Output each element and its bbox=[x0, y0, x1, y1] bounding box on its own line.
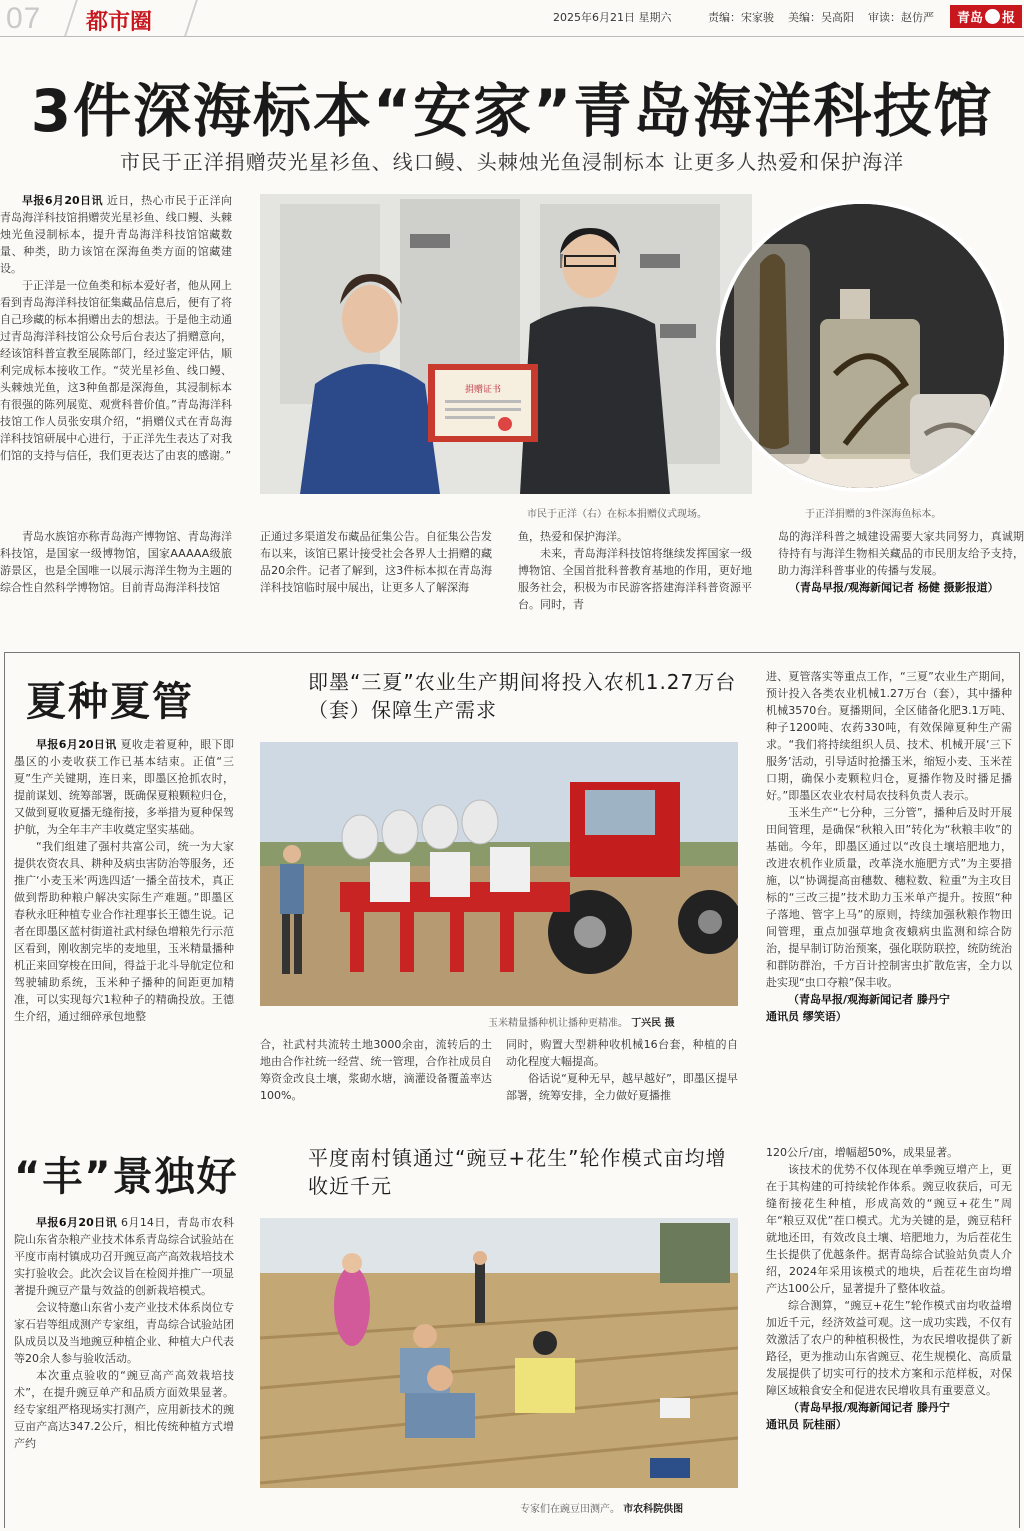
story1-paragraph: 青岛水族馆亦称青岛海产博物馆、青岛海洋科技馆，是国家一级博物馆，国家AAAAA级旅游景区，也是全国唯一以展示海洋生物为主题的综合性自然科学博物馆。目前青岛海洋科技馆 bbox=[0, 530, 232, 594]
caption-text: 专家们在豌豆田测产。 bbox=[520, 1504, 620, 1515]
story1-column-2 bbox=[260, 528, 492, 616]
story2-column-4 bbox=[766, 668, 1012, 1110]
story2-column-1 bbox=[14, 736, 234, 1110]
story2-column-2 bbox=[260, 1036, 492, 1110]
donation-ceremony-photo bbox=[260, 194, 752, 494]
header-divider bbox=[184, 0, 198, 36]
proofreader: 审读：赵仿严 bbox=[868, 11, 934, 24]
story3-credit-2: 通讯员 阮桂丽） bbox=[766, 1418, 847, 1431]
story2-headline: 即墨“三夏”农业生产期间将投入农机1.27万台（套）保障生产需求 bbox=[308, 670, 737, 722]
story1-column-4 bbox=[778, 528, 1024, 618]
header-rule bbox=[0, 36, 1024, 37]
designer: 美编：吴高阳 bbox=[788, 11, 854, 24]
pea-field-photo bbox=[260, 1218, 738, 1488]
planter-illustration bbox=[260, 742, 738, 1006]
story2-paragraph: 俗话说“夏种无早，越早越好”，即墨区提早部署，统筹安排，全力做好夏播推 bbox=[506, 1072, 738, 1102]
story2-paragraph: 合，社武村共流转土地3000余亩，流转后的土地由合作社统一经营、统一管理，合作社成员自筹资金改良土壤，浆砌水塘，滴灌设备覆盖率达100%。 bbox=[260, 1038, 492, 1102]
photo-credit: 丁兴民 摄 bbox=[631, 1018, 675, 1029]
story1-subheadline: 市民于正洋捐赠荧光星衫鱼、线口鳗、头棘烛光鱼浸制标本 让更多人热爱和保护海洋 bbox=[119, 150, 905, 174]
newspaper-logo bbox=[950, 5, 1022, 28]
story3-headline: 平度南村镇通过“豌豆+花生”轮作模式亩均增收近千元 bbox=[308, 1146, 727, 1198]
planting-photo-caption bbox=[488, 1014, 675, 1029]
caption-text: 玉米精量播种机让播种更精准。 bbox=[488, 1018, 628, 1029]
story3-paragraph: 该技术的优势不仅体现在单季豌豆增产上，更在于其构建的可持续轮作体系。豌豆收获后，可无缝衔接花生种植，形成高效的“豌豆+花生”周年“粮豆双优”茬口模式。尤为关键的是，豌豆秸秆就地还田，有效改良土壤、培肥地力，为后茬花生生长提供了优越条件。据青岛综合试验站负责人介绍，2024年采用该模式的地块，后茬花生亩均增产达100公斤，显著提升了整体收益。 bbox=[766, 1163, 1012, 1295]
story2-section-title: 夏种夏管 bbox=[26, 679, 194, 725]
story1-column-3 bbox=[518, 528, 752, 616]
story1-credit: （青岛早报/观海新闻记者 杨健 摄影报道） bbox=[789, 581, 999, 594]
section-name: 都市圈 bbox=[86, 10, 153, 35]
certificate-title: 捐赠证书 bbox=[464, 385, 502, 395]
page-number: 07 bbox=[6, 2, 42, 35]
story1-column-1-bottom bbox=[0, 528, 232, 616]
story3-paragraph: 120公斤/亩，增幅超50%，成果显著。 bbox=[766, 1146, 959, 1159]
story3-paragraph: 会议特邀山东省小麦产业技术体系岗位专家石岩等组成测产专家组，青岛综合试验站团队成员以及当地豌豆种植企业、种植大户代表等20余人参与验收活动。 bbox=[14, 1301, 234, 1365]
ceremony-illustration bbox=[260, 194, 752, 494]
story3-column-1 bbox=[14, 1214, 234, 1520]
field-illustration bbox=[260, 1218, 738, 1488]
story3-paragraph: 本次重点验收的“豌豆高产高效栽培技术”，在提升豌豆单产和品质方面效果显著。经专家组严格现场实打测产，应用新技术的豌豆亩产高达347.2公斤，相比传统种植方式增产约 bbox=[14, 1369, 234, 1450]
editor: 责编：宋家骏 bbox=[708, 11, 774, 24]
story3-column-2 bbox=[766, 1144, 1012, 1528]
story2-credit-2: 通讯员 缪笑语） bbox=[766, 1010, 847, 1023]
story1-paragraph: 未来，青岛海洋科技馆将继续发挥国家一级博物馆、全国首批科普教育基地的作用，更好地服务社会，积极为市民游客搭建海洋科普资源平台。同时，青 bbox=[518, 547, 752, 611]
story1-paragraph: 岛的海洋科普之城建设需要大家共同努力，真诚期待持有与海洋生物相关藏品的市民朋友给予支持，助力海洋科普事业的传播与发展。 bbox=[778, 530, 1024, 577]
field-photo-caption bbox=[520, 1500, 683, 1515]
planting-machine-photo bbox=[260, 742, 738, 1006]
dateline: 早报6月20日讯 bbox=[36, 1216, 118, 1229]
story3-section-title: “丰”景独好 bbox=[14, 1154, 239, 1200]
dateline: 早报6月20日讯 bbox=[36, 738, 117, 751]
story2-column-3 bbox=[506, 1036, 738, 1110]
story3-paragraph: 综合测算，“豌豆+花生”轮作模式亩均收益增加近千元，经济效益可观。这一成功实践，不仅有效激活了农户的种植积极性，为农民增收提供了新路径，更为推动山东省豌豆、花生规模化、高质量发展提供了切实可行的技术方案和示范样板，对保障区域粮食安全和促进农民增收具有重要意义。 bbox=[766, 1299, 1012, 1397]
story1-headline: 3件深海标本“安家”青岛海洋科技馆 bbox=[30, 77, 994, 145]
story2-paragraph: 同时，购置大型耕种收机械16台套，种植的自动化程度大幅提高。 bbox=[506, 1038, 738, 1068]
story1-paragraph: 近日，热心市民于正洋向青岛海洋科技馆捐赠荧光星衫鱼、线口鳗、头棘烛光鱼浸制标本，提升青岛海洋科技馆馆藏数量、种类，助力该馆在深海鱼类方面的馆藏建设。 bbox=[0, 194, 232, 275]
brand-name: 青岛 bbox=[956, 11, 983, 26]
header-divider bbox=[64, 0, 78, 36]
story2-paragraph: 玉米生产“七分种，三分管”，播种后及时开展田间管理，是确保“秋粮入田”转化为“秋粮丰收”的基础。今年，即墨区通过以“改良土壤培肥地力，改进农机作业质量，改革浇水施肥方式”为主要措施，以“协调提高亩穗数、穗粒数、粒重”为主攻目标的“三改三提”技术助力玉米单产提升。按照“种子落地、管字上马”的原则，持续加强秋粮作物田间管理，重点加强草地贪夜蛾病虫监测和综合防治，提早制订防治预案，强化联防联控，统防统治和群防群治，千方百计控制害虫扩散危害，全力以赴实现“虫口夺粮”保丰收。 bbox=[766, 806, 1012, 989]
story2-paragraph: 夏收走着夏种，眼下即墨区的小麦收获工作已基本结束。正值“三夏”生产关键期，连日来，即墨区抢抓农时，提前谋划、统筹部署，既确保夏粮颗粒归仓，又做到夏收夏播无缝衔接，多举措为夏种保驾护航，为全年丰产丰收奠定坚实基础。 bbox=[14, 738, 234, 836]
story3-credit: （青岛早报/观海新闻记者 滕丹宁 bbox=[788, 1401, 950, 1414]
story1-paragraph: 正通过多渠道发布藏品征集公告。自征集公告发布以来，该馆已累计接受社会各界人士捐赠的藏品20余件。记者了解到，这3件标本拟在青岛海洋科技馆临时展中展出，让更多人了解深海 bbox=[260, 530, 492, 594]
logo-mark-icon bbox=[985, 9, 1000, 24]
issue-date: 2025年6月21日 星期六 bbox=[553, 11, 672, 24]
specimen-jars-photo bbox=[716, 200, 1008, 492]
dateline: 早报6月20日讯 bbox=[22, 194, 103, 207]
photo-credit: 市农科院供图 bbox=[623, 1504, 684, 1515]
specimen-illustration bbox=[720, 204, 1008, 492]
story1-column-1 bbox=[0, 192, 232, 528]
specimen-photo-caption: 于正洋捐赠的3件深海鱼标本。 bbox=[805, 509, 942, 520]
story2-credit: （青岛早报/观海新闻记者 滕丹宁 bbox=[788, 993, 950, 1006]
story2-paragraph: “我们组建了强村共富公司，统一为大家提供农资农具、耕种及病虫害防治等服务，还推广‘小麦玉米’两选四适’一播全苗技术，真正做到帮助种粮户解决实际生产难题。”即墨区春秋永旺种植专业合作社理事长王德生说。记者在即墨区蓝村街道社武村绿色增粮先行示范区看到，刚收割完毕的麦地里，玉米精量播种机正来回穿梭在田间，得益于北斗导航定位和驾驶辅助系统，玉米种子播种的间距更加精准，可以实现每穴1粒种子的精确投放。王德生介绍，通过细碎承包地整 bbox=[14, 840, 234, 1023]
brand-suffix: 报 bbox=[1002, 11, 1016, 26]
story2-paragraph: 进、夏管落实等重点工作，“三夏”农业生产期间，预计投入各类农业机械1.27万台（套），其中播种机械3570台。夏播期间，全区储备化肥3.1万吨、种子1200吨、农药330吨，有效保障夏种生产需求。“我们将持续组织人员、技术、机械开展‘三下服务’活动，引导适时抢播玉米，缩短小麦、玉米茬口期，确保小麦颗粒归仓，夏播作物及时播足播好。”即墨区农业农村局农技科负责人表示。 bbox=[766, 670, 1012, 802]
story3-paragraph: 6月14日，青岛市农科院山东省杂粮产业技术体系青岛综合试验站在平度市南村镇成功召开豌豆高产高效栽培技术实打验收会。此次会议旨在检阅并推广一项显著提升豌豆产量与效益的创新栽培模式。 bbox=[14, 1216, 234, 1297]
ceremony-photo-caption: 市民于正洋（右）在标本捐赠仪式现场。 bbox=[527, 509, 707, 520]
story1-paragraph: 鱼，热爱和保护海洋。 bbox=[518, 530, 628, 543]
story1-paragraph: 于正洋是一位鱼类和标本爱好者，他从网上看到青岛海洋科技馆征集藏品信息后，便有了将自己珍藏的标本捐赠出去的想法。于是他主动通过青岛海洋科技馆公众号后台表达了捐赠意向，经该馆科普宣教至展陈部门，经过鉴定评估，顺利完成标本接收工作。“荧光星衫鱼、线口鳗、头棘烛光鱼，这3种鱼都是深海鱼，其浸制标本有很强的陈列展览、观赏科普价值。”青岛海洋科技馆工作人员张安琪介绍，“捐赠仪式在青岛海洋科技馆研展中心进行，于正洋先生表达了对我们馆的支持与信任，我们更表达了由衷的感谢。” bbox=[0, 279, 232, 462]
